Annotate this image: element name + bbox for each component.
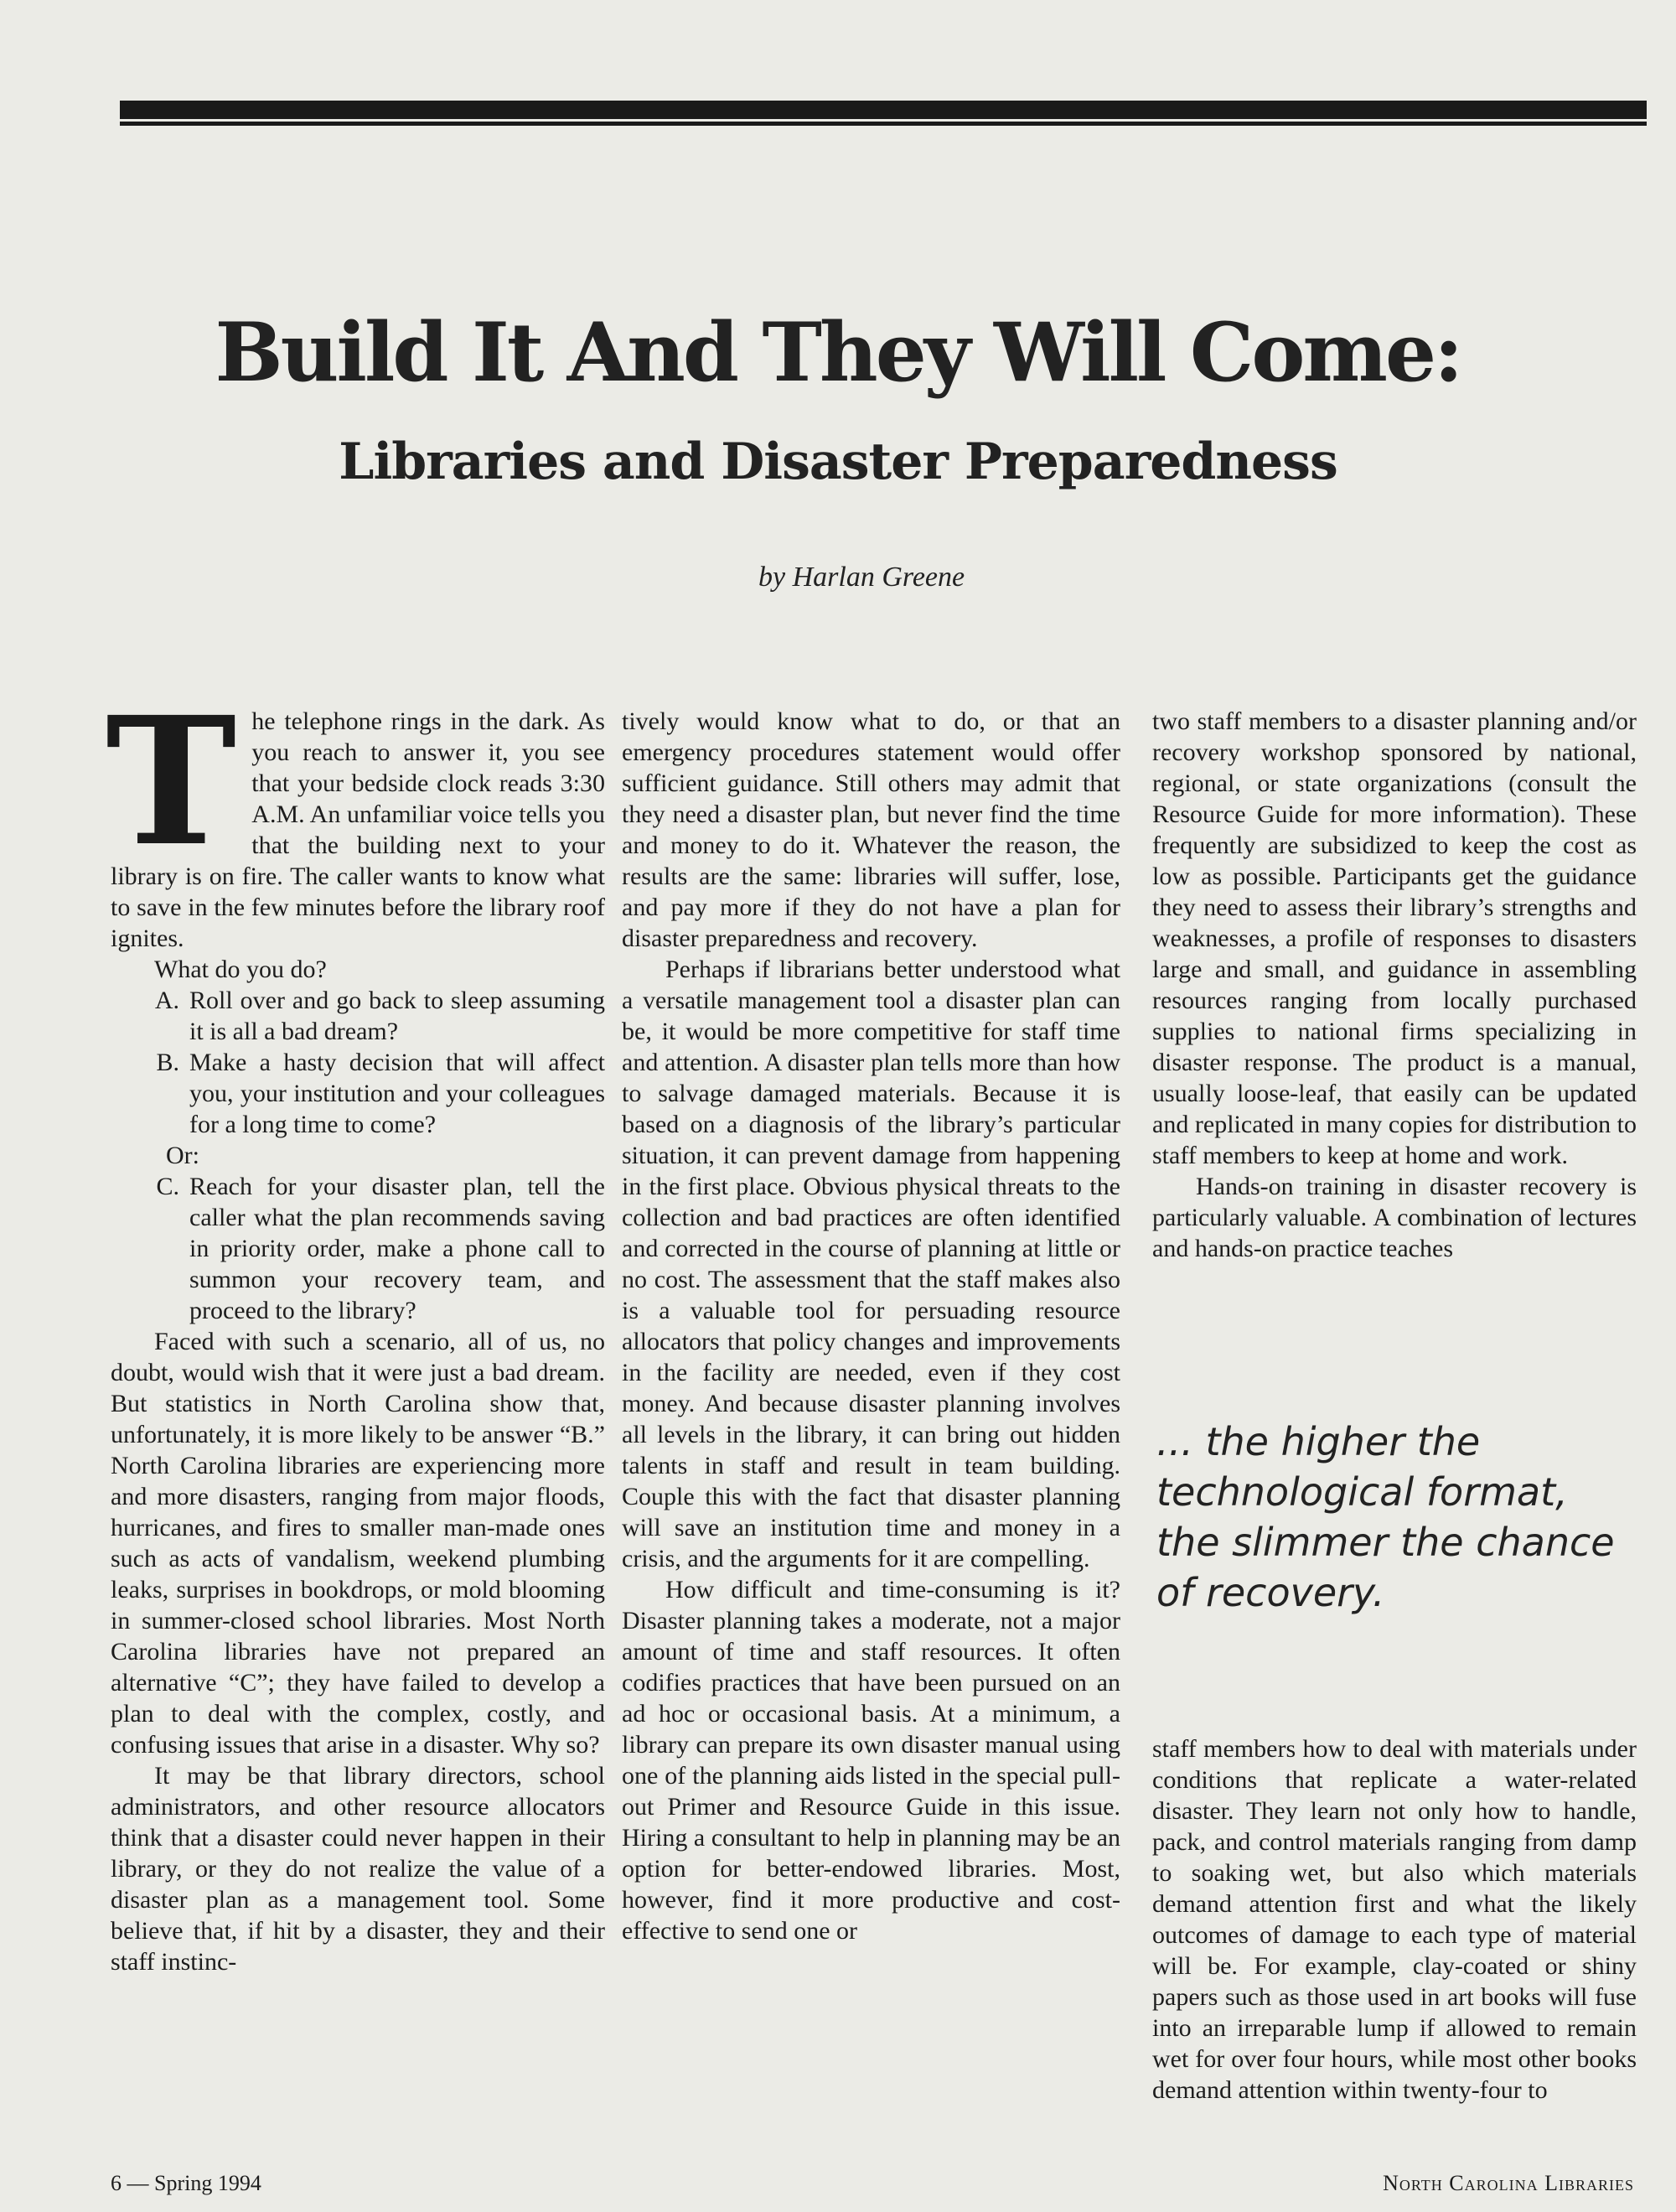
pull-quote: ... the higher the technological format, the slimmer the chance of recovery.	[1156, 1419, 1615, 1615]
publication-name: North Carolina Libraries	[1383, 2171, 1634, 2195]
drop-cap: T	[106, 678, 237, 885]
body-paragraph: It may be that library directors, school administrators, and other resource allocators think that a disaster could never happen in their library, or they do not realize the value of a disaster plan as a management tool. Some believe that, if hit by a disaster, they and their staff instinc-	[111, 1762, 605, 1976]
column-3-top	[1152, 706, 1637, 1264]
option-c	[111, 1171, 605, 1326]
option-b	[111, 1047, 605, 1140]
article-subtitle: Libraries and Disaster Preparedness	[339, 433, 1337, 491]
option-b-label: B.	[156, 1049, 179, 1076]
option-a-label: A.	[154, 987, 179, 1014]
header-rule-thick	[120, 101, 1647, 119]
opening-paragraph: The telephone rings in the dark. As you reach to answer it, you see that your bedside clock reads 3:30 A.M. An unfamiliar voice tells you that the building next to your library is on fire. The caller wants to know what to save in the few minutes before the library roof ignites.	[106, 678, 605, 952]
header-rule-thin	[120, 122, 1647, 126]
body-paragraph: Hands-on training in disaster recovery is particularly valuable. A combination of lectures and hands-on practice teaches	[1152, 1173, 1637, 1262]
option-a	[111, 985, 605, 1047]
column-2	[622, 706, 1120, 1946]
column-3-bottom	[1152, 1733, 1637, 2106]
option-a-text: Roll over and go back to sleep assuming it is all a bad dream?	[189, 987, 605, 1045]
option-c-label: C.	[156, 1173, 179, 1200]
option-b-text: Make a hasty decision that will affect you, your institution and your colleagues for a long time to come?	[189, 1049, 605, 1138]
page-folio: 6 — Spring 1994	[111, 2171, 261, 2195]
body-paragraph: Faced with such a scenario, all of us, no doubt, would wish that it were just a bad dream. But statistics in North Carolina show that, unfortunately, it is more likely to be answer “B.” North Carolina libraries are experiencing more and more disasters, ranging from major floods, hurricanes, and fires to smaller man-made ones such as acts of vandalism, weekend plumbing leaks, surprises in bookdrops, or mold blooming in summer-closed school libraries. Most North Carolina libraries have not prepared an alternative “C”; they have failed to develop a plan to deal with the complex, costly, and confusing issues that arise in a disaster. Why so?	[111, 1328, 605, 1759]
body-paragraph: staff members how to deal with materials under conditions that replicate a water-related disaster. They learn not only how to handle, pack, and control materials ranging from damp to soaking wet, but also which materials demand attention first and what the likely outcomes of damage to each type of material will be. For example, clay-coated or shiny papers such as those used in art books will fuse into an irreparable lump if allowed to remain wet for over four hours, while most other books demand attention within twenty-four to	[1152, 1735, 1637, 2104]
or-label: Or:	[166, 1142, 199, 1169]
body-paragraph: two staff members to a disaster planning and/or recovery workshop sponsored by national, regional, or state organizations (consult the Resource Guide for more information). These frequently are subsidized to keep the cost as low as possible. Participants get the guidance they need to assess their library’s strengths and weaknesses, a profile of responses to disasters large and small, and guidance in assembling resources ranging from locally purchased supplies to national firms specializing in disaster response. The product is a manual, usually loose-leaf, that easily can be updated and replicated in many copies for distribution to staff members to keep at home and work.	[1152, 707, 1637, 1169]
body-paragraph: Perhaps if librarians better understood what a versatile management tool a disaster plan can be, it would be more competitive for staff time and attention. A disaster plan tells more than how to salvage damaged materials. Because it is based on a diagnosis of the library’s particular situation, it can prevent damage from happening in the first place. Obvious physical threats to the collection and bad practices are often identified and corrected in the course of planning at little or no cost. The assessment that the staff makes also is a valuable tool for persuading resource allocators that policy changes and improvements in the facility are needed, even if they cost money. And because disaster planning involves all levels in the library, it can bring out hidden talents in staff and result in team building. Couple this with the fact that disaster planning will save an institution time and money in a crisis, and the arguments for it are compelling.	[622, 956, 1120, 1572]
body-paragraph: tively would know what to do, or that an emergency procedures statement would offer sufficient guidance. Still others may admit that they need a disaster plan, but never find the time and money to do it. Whatever the reason, the results are the same: libraries will suffer, lose, and pay more if they do not have a plan for disaster preparedness and recovery.	[622, 707, 1120, 952]
question-paragraph: What do you do?	[154, 956, 327, 983]
body-paragraph: How difficult and time-consuming is it? Disaster planning takes a moderate, not a major amount of time and staff resources. It often codifies practices that have been pursued on an ad hoc or occasional basis. At a minimum, a library can prepare its own disaster manual using one of the planning aids listed in the special pull-out Primer and Resource Guide in this issue. Hiring a consultant to help in planning may be an option for better-endowed libraries. Most, however, find it more productive and cost-effective to send one or	[622, 1576, 1120, 1945]
option-c-text: Reach for your disaster plan, tell the caller what the plan recommends saving in priority order, make a phone call to summon your recovery team, and proceed to the library?	[189, 1173, 605, 1324]
article-title: Build It And They Will Come:	[215, 305, 1461, 400]
column-1	[106, 678, 605, 1977]
byline: by Harlan Greene	[758, 562, 965, 593]
